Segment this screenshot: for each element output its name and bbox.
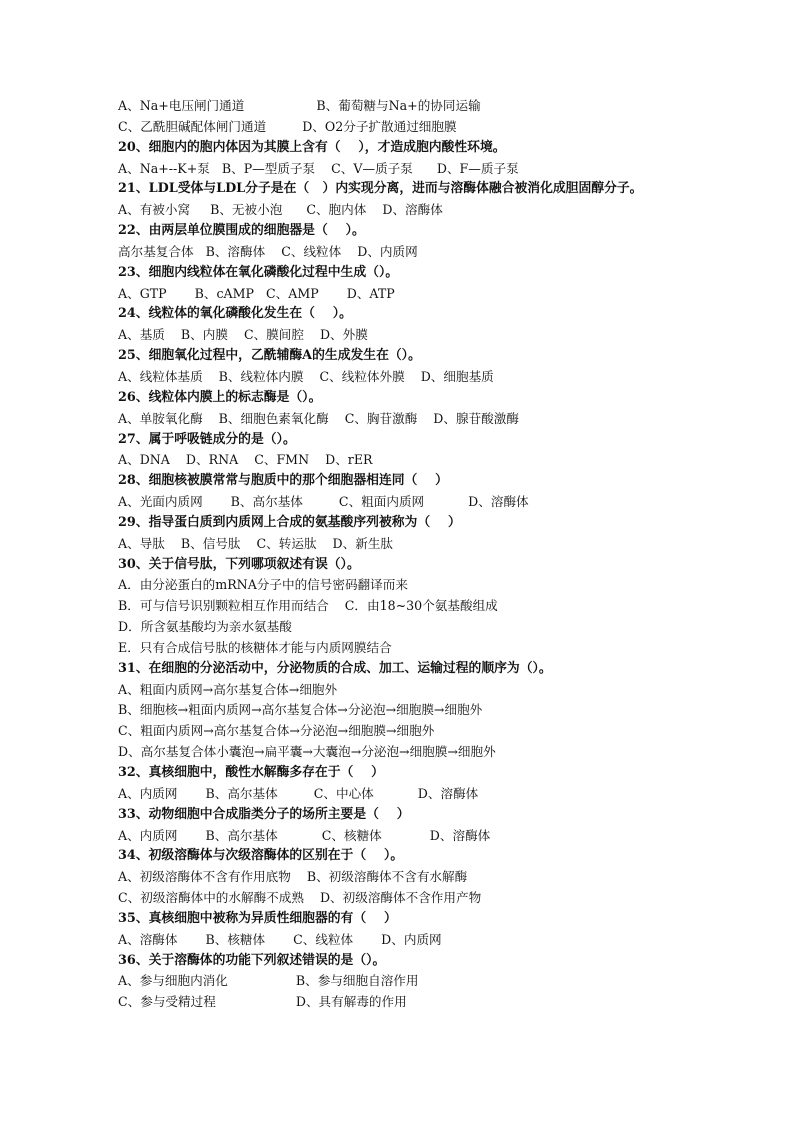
- option-text: A、溶酶体 B、核糖体 C、线粒体 D、内质网: [118, 931, 442, 947]
- question-text: 29、指导蛋白质到内质网上合成的氨基酸序列被称为（ ）: [118, 514, 461, 530]
- option-text: A、单胺氧化酶 B、细胞色素氧化酶 C、胸苷激酶 D、腺苷酸激酶: [118, 410, 519, 426]
- question-text: 20、细胞内的胞内体因为其膜上含有（ ），才造成胞内酸性环境。: [118, 139, 506, 155]
- question-text: 34、初级溶酶体与次级溶酶体的区别在于（ ）。: [118, 848, 404, 864]
- option-text: C、初级溶酶体中的水解酶不成熟 D、初级溶酶体不含作用产物: [118, 890, 482, 906]
- option-text: E．只有合成信号肽的核糖体才能与内质网膜结合: [118, 639, 392, 655]
- option-text: A、DNA D、RNA C、FMN D、rER: [118, 452, 373, 468]
- option-text: A、光面内质网 B、高尔基体 C、粗面内质网 D、溶酶体: [118, 494, 529, 510]
- option-text: A、GTP B、cAMP C、AMP D、ATP: [118, 285, 395, 301]
- option-text: A、初级溶酶体不含有作用底物 B、初级溶酶体不含有水解酶: [118, 869, 468, 885]
- question-text: 21、LDL受体与LDL分子是在（ ）内实现分离，进而与溶酶体融合被消化成胆固醇分子。: [118, 181, 643, 197]
- option-text: C、参与受精过程 D、具有解毒的作用: [118, 994, 407, 1010]
- option-text: B．可与信号识别颗粒相互作用而结合 C．由18~30个氨基酸组成: [118, 598, 498, 614]
- document-page: [118, 96, 718, 1013]
- option-text: A、内质网 B、高尔基体 C、中心体 D、溶酶体: [118, 785, 479, 801]
- option-text: A、线粒体基质 B、线粒体内膜 C、线粒体外膜 D、细胞基质: [118, 368, 494, 384]
- option-text: C、乙酰胆碱配体闸门通道 D、O2分子扩散通过细胞膜: [118, 118, 457, 134]
- option-text: D、高尔基复合体小囊泡→扁平囊→大囊泡→分泌泡→细胞膜→细胞外: [118, 744, 496, 760]
- option-text: C、粗面内质网→高尔基复合体→分泌泡→细胞膜→细胞外: [118, 723, 435, 739]
- question-text: 36、关于溶酶体的功能下列叙述错误的是（）。: [118, 952, 386, 968]
- option-text: A、导肽 B、信号肽 C、转运肽 D、新生肽: [118, 535, 394, 551]
- question-text: 25、细胞氧化过程中，乙酰辅酶A的生成发生在（）。: [118, 348, 421, 364]
- option-text: A、参与细胞内消化 B、参与细胞自溶作用: [118, 973, 419, 989]
- option-text: A、Na+电压闸门通道 B、葡萄糖与Na+的协同运输: [118, 98, 481, 113]
- question-text: 27、属于呼吸链成分的是（）。: [118, 431, 296, 447]
- question-text: 35、真核细胞中被称为异质性细胞器的有（ ）: [118, 910, 397, 926]
- option-text: A、有被小窝 B、无被小泡 C、胞内体 D、溶酶体: [118, 202, 443, 218]
- question-text: 28、细胞核被膜常常与胞质中的那个细胞器相连同（ ）: [118, 473, 448, 489]
- option-text: A、基质 B、内膜 C、膜间腔 D、外膜: [118, 327, 368, 343]
- question-text: 23、细胞内线粒体在氧化磷酸化过程中生成（）。: [118, 264, 399, 280]
- option-text: D．所含氨基酸均为亲水氨基酸: [118, 619, 292, 635]
- option-text: A、粗面内质网→高尔基复合体→细胞外: [118, 681, 338, 697]
- question-text: 26、线粒体内膜上的标志酶是（）。: [118, 389, 322, 405]
- question-text: 24、线粒体的氧化磷酸化发生在（ ）。: [118, 306, 352, 322]
- option-text: A、Na+--K+泵 B、P—型质子泵 C、V—质子泵 D、F—质子泵: [118, 160, 519, 176]
- option-text: B、细胞核→粗面内质网→高尔基复合体→分泌泡→细胞膜→细胞外: [118, 702, 483, 718]
- question-text: 33、动物细胞中合成脂类分子的场所主要是（ ）: [118, 806, 410, 822]
- question-text: 22、由两层单位膜围成的细胞器是（ ）。: [118, 223, 365, 239]
- option-text: A．由分泌蛋白的mRNA分子中的信号密码翻译而来: [118, 577, 408, 593]
- question-text: 30、关于信号肽，下列哪项叙述有误（）。: [118, 556, 360, 572]
- question-text: 32、真核细胞中，酸性水解酶多存在于（ ）: [118, 765, 384, 780]
- option-text: 高尔基复合体 B、溶酶体 C、线粒体 D、内质网: [118, 243, 418, 259]
- option-text: A、内质网 B、高尔基体 C、核糖体 D、溶酶体: [118, 827, 491, 843]
- question-text: 31、在细胞的分泌活动中，分泌物质的合成、加工、运输过程的顺序为（）。: [118, 660, 552, 676]
